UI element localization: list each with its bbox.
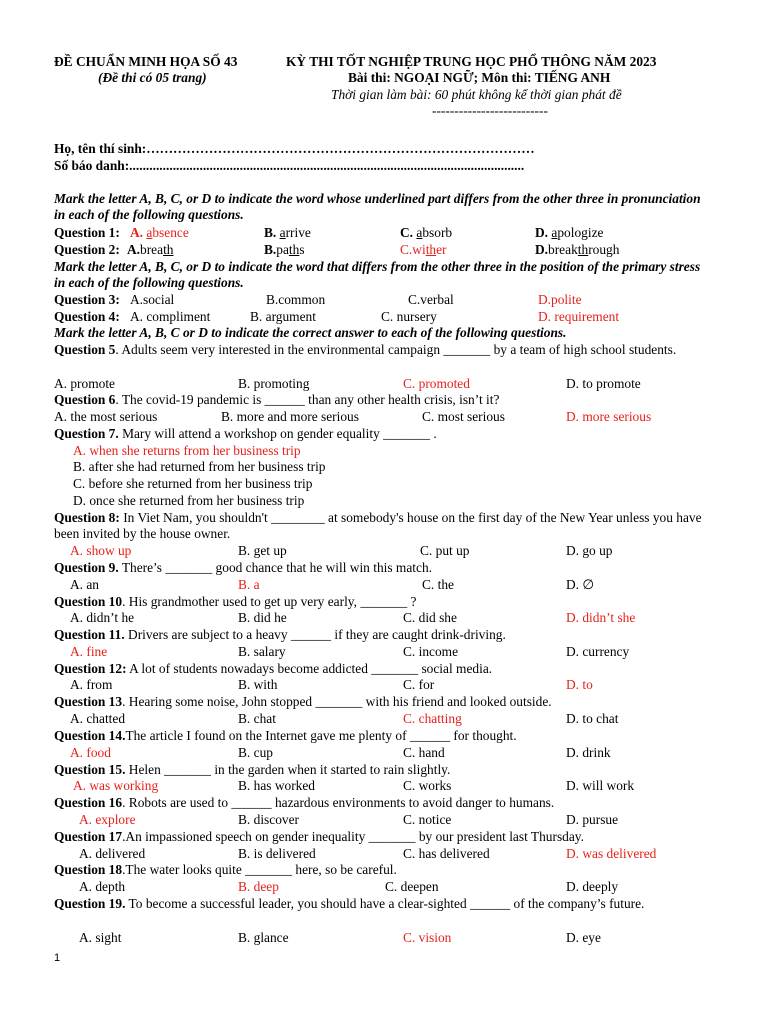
- q9-stem: Question 9. There’s _______ good chance that he will win this match.: [54, 560, 432, 575]
- q8-stem: Question 8: In Viet Nam, you shouldn't ________ at somebody's house on the first day of the New Year unless you have been invited by the house owner.: [54, 510, 702, 541]
- page-number: 1: [54, 952, 61, 964]
- exam-time: Thời gian làm bài: 60 phút không kể thời gian phát đề: [331, 87, 622, 102]
- q2-label: Question 2:: [54, 242, 120, 257]
- q1-option-d: D. apologize: [535, 225, 604, 240]
- q12-option-c: C. for: [403, 677, 435, 692]
- q10-option-d: D. didn’t she: [566, 610, 636, 625]
- q8-option-b: B. get up: [238, 543, 287, 558]
- q12-stem: Question 12: A lot of students nowadays become addicted _______ social media.: [54, 661, 493, 676]
- q2-option-d: D.breakthrough: [535, 242, 620, 257]
- q18-option-c: C. deepen: [385, 879, 439, 894]
- instruction-correct-answer: Mark the letter A, B, C or D to indicate the correct answer to each of the following questions.: [54, 325, 567, 340]
- q17-option-c: C. has delivered: [403, 846, 490, 861]
- q9-option-a: A. an: [70, 577, 100, 592]
- q10-stem: Question 10. His grandmother used to get up very early, _______ ?: [54, 594, 417, 609]
- q9-option-c: C. the: [422, 577, 454, 592]
- q11-option-a: A. fine: [70, 644, 108, 659]
- q7-option-d: D. once she returned from her business trip: [73, 493, 305, 508]
- q16-option-a: A. explore: [79, 812, 136, 827]
- q18-option-d: D. deeply: [566, 879, 619, 894]
- q11-option-b: B. salary: [238, 644, 286, 659]
- q3-option-b: B.common: [266, 292, 326, 307]
- q1-label: Question 1:: [54, 225, 120, 240]
- q14-option-d: D. drink: [566, 745, 611, 760]
- q7-option-a: A. when she returns from her business trip: [73, 443, 301, 458]
- q4-option-a: A. compliment: [130, 309, 211, 324]
- q4-option-b: B. argument: [250, 309, 316, 324]
- q6-stem: Question 6. The covid-19 pandemic is ______ than any other health crisis, isn’t it?: [54, 392, 500, 407]
- q12-option-a: A. from: [70, 677, 113, 692]
- instruction-stress: Mark the letter A, B, C, or D to indicate the word that differs from the other three in the position of the primary stress in each of the following questions.: [54, 259, 701, 290]
- q6-option-b: B. more and more serious: [221, 409, 359, 424]
- q10-option-c: C. did she: [403, 610, 457, 625]
- q4-option-d: D. requirement: [538, 309, 620, 324]
- q12-option-b: B. with: [238, 677, 278, 692]
- q15-option-a: A. was working: [73, 778, 159, 793]
- candidate-name-field: Họ, tên thí sinh:……………………………………………………………………………: [54, 141, 535, 156]
- q14-option-a: A. food: [70, 745, 111, 760]
- q7-stem: Question 7. Mary will attend a workshop on gender equality _______ .: [54, 426, 437, 441]
- q18-option-a: A. depth: [79, 879, 126, 894]
- q9-option-b: B. a: [238, 577, 260, 592]
- q19-option-a: A. sight: [79, 930, 122, 945]
- exam-title: KỲ THI TỐT NGHIỆP TRUNG HỌC PHỔ THÔNG NĂM 2023: [286, 54, 657, 69]
- q1-option-c: C. absorb: [400, 225, 453, 240]
- q16-option-d: D. pursue: [566, 812, 619, 827]
- q19-option-b: B. glance: [238, 930, 289, 945]
- q11-option-d: D. currency: [566, 644, 630, 659]
- q5-option-d: D. to promote: [566, 376, 641, 391]
- q17-option-a: A. delivered: [79, 846, 146, 861]
- q5-option-c: C. promoted: [403, 376, 470, 391]
- q3-option-a: A.social: [130, 292, 175, 307]
- q6-option-c: C. most serious: [422, 409, 505, 424]
- q3-option-c: C.verbal: [408, 292, 454, 307]
- exam-subject: Bài thi: NGOẠI NGỮ; Môn thi: TIẾNG ANH: [348, 70, 611, 85]
- q11-option-c: C. income: [403, 644, 459, 659]
- q16-option-b: B. discover: [238, 812, 299, 827]
- q18-stem: Question 18.The water looks quite _______ here, so be careful.: [54, 862, 397, 877]
- q13-option-a: A. chatted: [70, 711, 126, 726]
- q14-option-b: B. cup: [238, 745, 273, 760]
- q14-option-c: C. hand: [403, 745, 445, 760]
- instruction-pronunciation: Mark the letter A, B, C, or D to indicate the word whose underlined part differs from the other three in pronunciation in each of the following questions.: [54, 191, 701, 222]
- q19-stem: Question 19. To become a successful leader, you should have a clear-sighted ______ of the company’s future.: [54, 896, 645, 911]
- exam-code-title: ĐỀ CHUẨN MINH HỌA SỐ 43: [54, 54, 238, 69]
- q10-option-b: B. did he: [238, 610, 287, 625]
- q6-option-d: D. more serious: [566, 409, 652, 424]
- page-count-note: (Đề thi có 05 trang): [98, 70, 207, 85]
- q1-option-a: A. absence: [130, 225, 189, 240]
- q13-option-d: D. to chat: [566, 711, 619, 726]
- q2-option-a: A.breath: [127, 242, 174, 257]
- q17-option-b: B. is delivered: [238, 846, 316, 861]
- q14-stem: Question 14.The article I found on the Internet gave me plenty of ______ for thought.: [54, 728, 517, 743]
- q16-stem: Question 16. Robots are used to ______ hazardous environments to avoid danger to humans.: [54, 795, 555, 810]
- candidate-id-field: Số báo danh:......................................................................................................................: [54, 158, 525, 173]
- q15-option-c: C. works: [403, 778, 452, 793]
- q17-option-d: D. was delivered: [566, 846, 657, 861]
- q10-option-a: A. didn’t he: [70, 610, 135, 625]
- q7-option-b: B. after she had returned from her business trip: [73, 459, 326, 474]
- q19-option-c: C. vision: [403, 930, 452, 945]
- q8-option-c: C. put up: [420, 543, 470, 558]
- q5-stem: Question 5. Adults seem very interested in the environmental campaign _______ by a team of high school students.: [54, 342, 677, 357]
- q12-option-d: D. to: [566, 677, 593, 692]
- q8-option-a: A. show up: [70, 543, 132, 558]
- q7-option-c: C. before she returned from her business trip: [73, 476, 313, 491]
- q5-option-a: A. promote: [54, 376, 115, 391]
- q16-option-c: C. notice: [403, 812, 452, 827]
- q9-option-d: D. ∅: [566, 577, 595, 592]
- q4-label: Question 4:: [54, 309, 120, 324]
- q11-stem: Question 11. Drivers are subject to a heavy ______ if they are caught drink-driving.: [54, 627, 506, 642]
- q13-option-c: C. chatting: [403, 711, 462, 726]
- q1-option-b: B. arrive: [264, 225, 311, 240]
- q5-option-b: B. promoting: [238, 376, 310, 391]
- q8-option-d: D. go up: [566, 543, 613, 558]
- q17-stem: Question 17.An impassioned speech on gender inequality _______ by our president last Thursday.: [54, 829, 584, 844]
- q15-option-d: D. will work: [566, 778, 635, 793]
- q15-option-b: B. has worked: [238, 778, 315, 793]
- q3-label: Question 3:: [54, 292, 120, 307]
- header-rule: --------------------------: [432, 103, 548, 118]
- q19-option-d: D. eye: [566, 930, 601, 945]
- q15-stem: Question 15. Helen _______ in the garden when it started to rain slightly.: [54, 762, 451, 777]
- q4-option-c: C. nursery: [381, 309, 437, 324]
- q3-option-d: D.polite: [538, 292, 582, 307]
- q6-option-a: A. the most serious: [54, 409, 158, 424]
- q2-option-c: C.wither: [400, 242, 447, 257]
- q13-option-b: B. chat: [238, 711, 276, 726]
- q13-stem: Question 13. Hearing some noise, John stopped _______ with his friend and looked outside.: [54, 694, 552, 709]
- q18-option-b: B. deep: [238, 879, 279, 894]
- q2-option-b: B.paths: [264, 242, 305, 257]
